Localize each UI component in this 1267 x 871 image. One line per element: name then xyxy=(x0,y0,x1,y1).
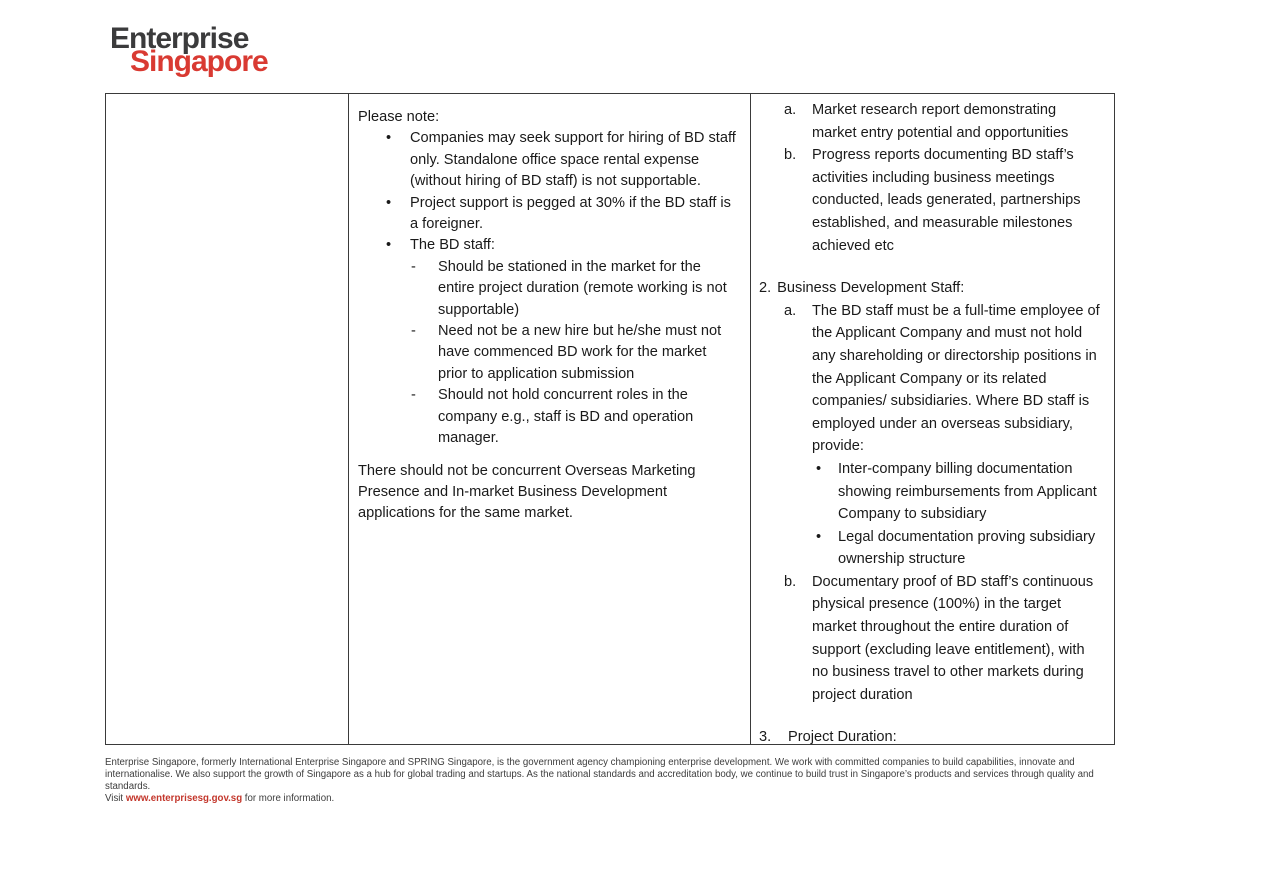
number-marker: 2. xyxy=(759,280,772,297)
dash-text: Should be stationed in the market for the entire project duration (remote working is not supportable) xyxy=(438,258,727,318)
letter-marker: a. xyxy=(784,302,797,319)
list-item xyxy=(386,235,738,256)
table-column-empty xyxy=(106,94,349,744)
letter-text: Documentary proof of BD staff’s continuous physical presence (100%) in the target market throughout the entire duration of support (excluding leave entitlement), with no business travel to other markets during project duration xyxy=(812,573,1094,703)
letter-marker: b. xyxy=(784,147,797,164)
bullet-text: Inter-company billing documentation showing reimbursements from Applicant Company to subsidiary xyxy=(838,460,1097,523)
dash-text: Need not be a new hire but he/she must not have commenced BD work for the market prior to application submission xyxy=(438,323,722,382)
letter-text: Progress reports documenting BD staff’s activities including business meetings conducted, leads generated, partnerships established, and measurable milestones achieved etc xyxy=(812,147,1081,254)
numbered-item-title: Project Duration: xyxy=(788,729,897,746)
numbered-item-title: Business Development Staff: xyxy=(777,280,965,297)
sub-list-item xyxy=(411,321,738,385)
bullet-text: The BD staff: xyxy=(410,237,495,254)
table-column-please-note xyxy=(349,94,751,744)
letter-text: Market research report demonstrating market entry potential and opportunities xyxy=(812,102,1069,141)
bullet-marker: • xyxy=(816,460,822,477)
logo-word-enterprise: Enterprise xyxy=(110,22,249,55)
sub-list-item xyxy=(816,526,1102,571)
enterprise-singapore-logo xyxy=(110,24,268,77)
dash-marker: - xyxy=(411,258,416,275)
bullet-text: Legal documentation proving subsidiary ownership structure xyxy=(838,528,1096,568)
bullet-marker: • xyxy=(386,194,392,211)
bullet-text: Companies may seek support for hiring of BD staff only. Standalone office space rental expense (without hiring of BD staff) is not supportable. xyxy=(410,130,736,190)
dash-marker: - xyxy=(411,323,416,340)
closing-paragraph: There should not be concurrent Overseas Marketing Presence and In-market Business Development applications for the same market. xyxy=(358,462,696,522)
bullet-text: Project support is pegged at 30% if the BD staff is a foreigner. xyxy=(410,194,731,233)
numbered-item-project-duration xyxy=(759,726,1102,749)
list-item xyxy=(386,193,738,236)
please-note-heading: Please note: xyxy=(358,109,440,125)
letter-marker: b. xyxy=(784,573,797,590)
footer-visit-line xyxy=(105,793,334,804)
letter-text: The BD staff must be a full-time employee of the Applicant Company and must not hold any shareholding or directorship positions in the Applicant Company or its related companies/ subsidiaries. Where BD staff is employed under an overseas subsidiary, provide: xyxy=(812,302,1100,455)
bullet-marker: • xyxy=(386,130,392,147)
list-item xyxy=(784,300,1102,458)
sub-list-item xyxy=(816,458,1102,526)
document-table xyxy=(105,93,1115,745)
dash-text: Should not hold concurrent roles in the company e.g., staff is BD and operation manager. xyxy=(438,387,694,447)
list-item xyxy=(784,571,1102,707)
sub-list-item xyxy=(411,257,738,321)
enterprisesg-link[interactable]: www.enterprisesg.gov.sg xyxy=(125,793,243,804)
table-column-requirements xyxy=(751,94,1114,744)
list-item xyxy=(784,99,1102,144)
dash-marker: - xyxy=(411,387,416,404)
visit-suffix: for more information. xyxy=(242,793,335,804)
bullet-marker: • xyxy=(386,237,392,254)
numbered-item-bd-staff xyxy=(759,277,1102,300)
logo-word-singapore: Singapore xyxy=(130,45,268,78)
list-item xyxy=(386,128,738,192)
letter-marker: a. xyxy=(784,102,797,118)
bullet-marker: • xyxy=(816,528,822,545)
number-marker: 3. xyxy=(759,729,772,746)
footer-description: Enterprise Singapore, formerly International Enterprise Singapore and SPRING Singapore, is the government agency championing enterprise development. We work with committed companies to build capabilities, innovate and internationalise. We also support the growth of Singapore as a hub for global trading and startups. As the national standards and accreditation body, we continue to build trust in Singapore’s products and services through quality and standards. xyxy=(105,757,1094,793)
visit-prefix: Visit xyxy=(105,793,126,804)
sub-list-item xyxy=(411,385,738,449)
list-item xyxy=(784,144,1102,257)
